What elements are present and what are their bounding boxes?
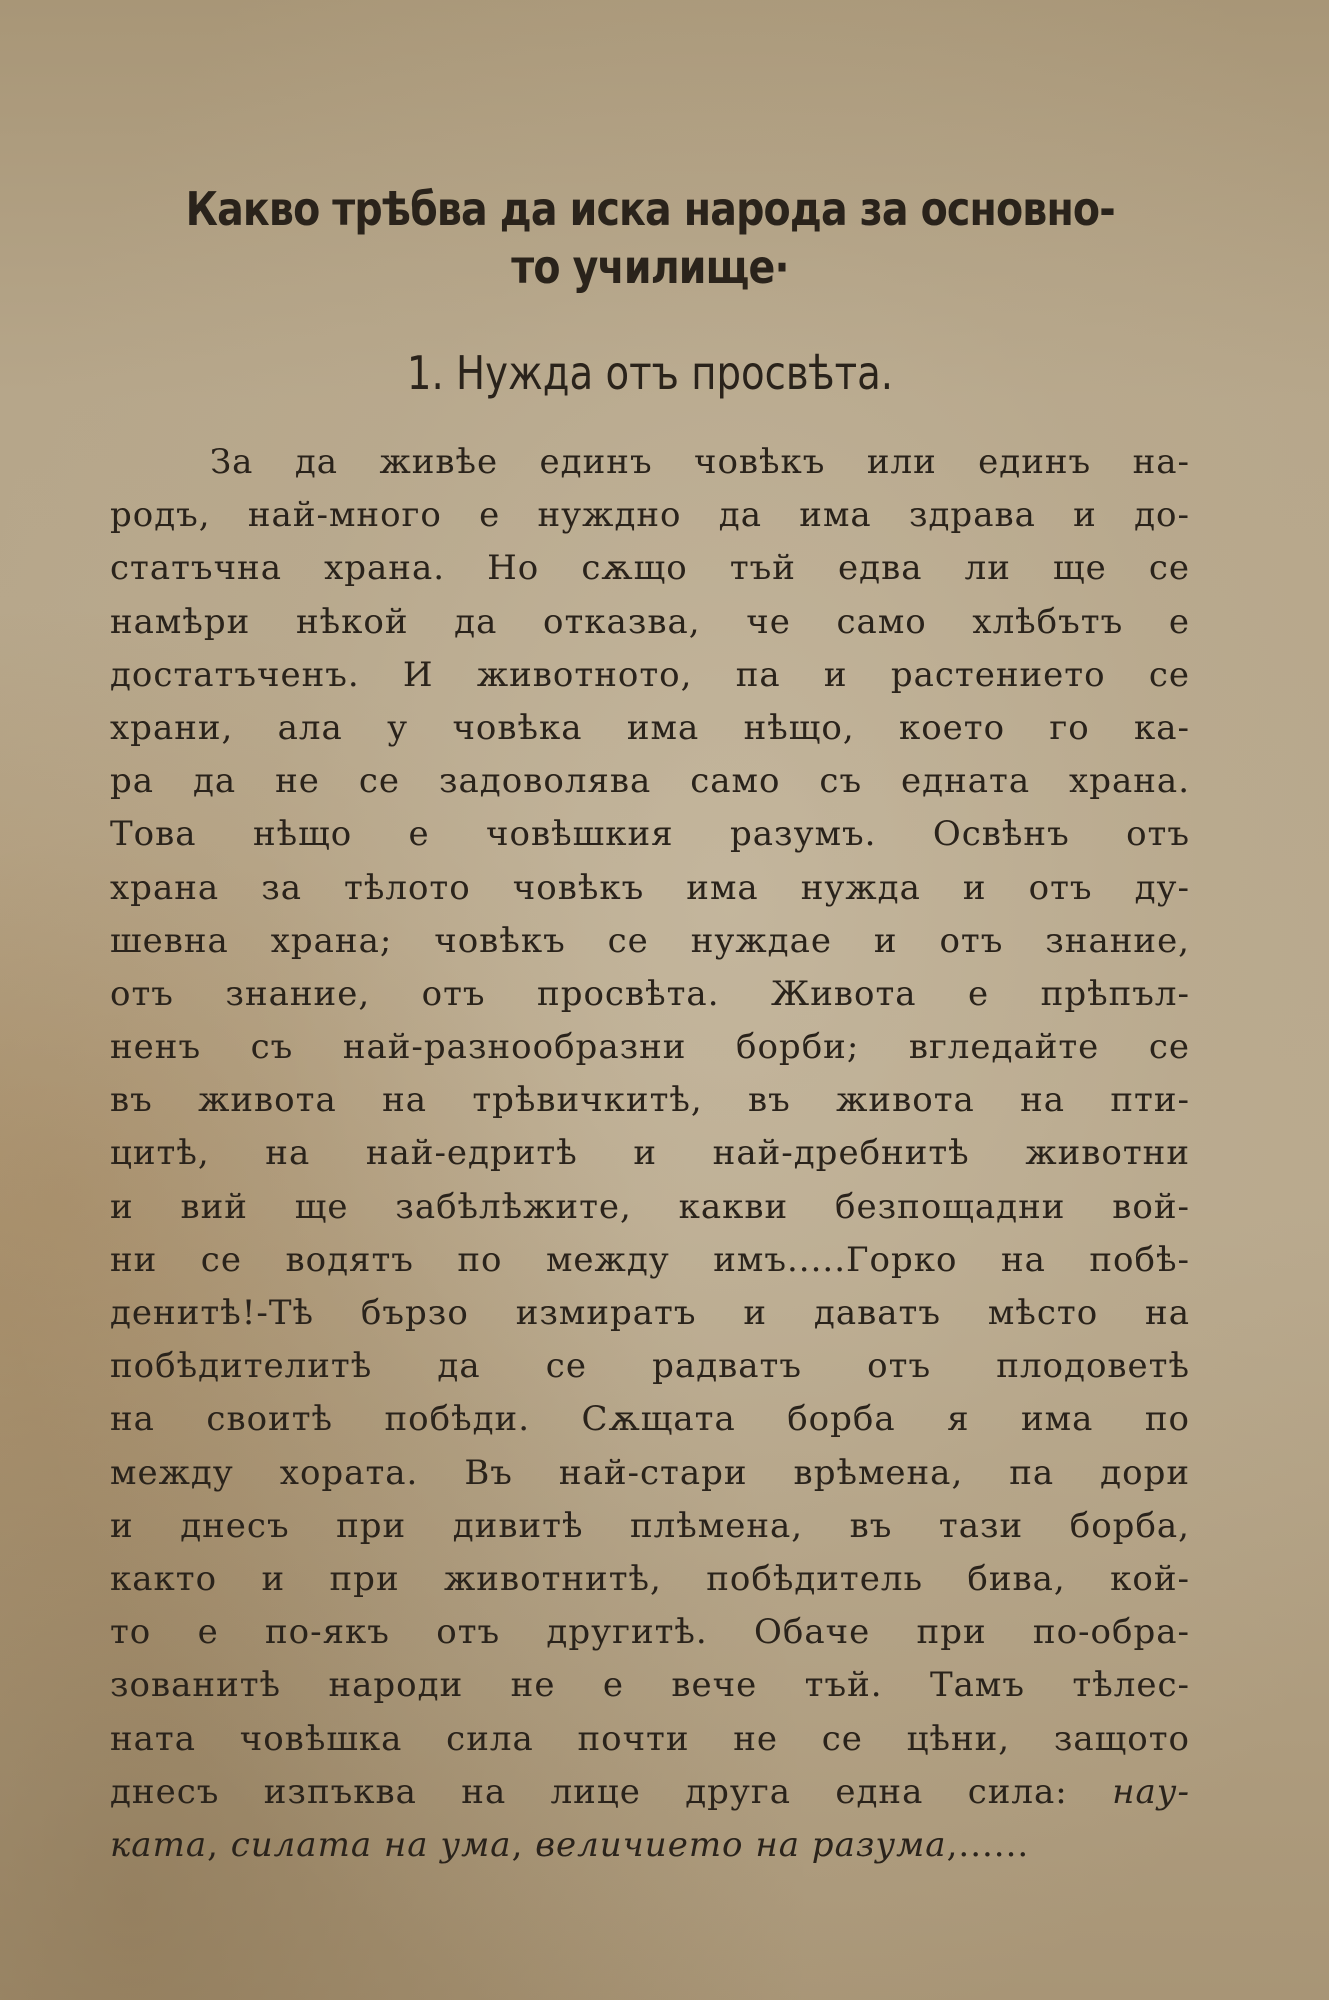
- body-line: ра да не се задоволява само съ едната храна.: [110, 761, 1190, 802]
- body-line-text: ,: [207, 1824, 231, 1865]
- body-line: храни, ала у човѣка има нѣщо, което го ка-: [110, 707, 1190, 748]
- body-line-text: днесъ изпъква на лице друга една сила:: [110, 1771, 1113, 1812]
- page-content: [110, 180, 1190, 1872]
- body-line: Това нѣщо е човѣшкия разумъ. Освѣнъ отъ: [110, 814, 1190, 855]
- body-text: [110, 436, 1190, 1872]
- body-line: между хората. Въ най-стари врѣмена, па дори: [110, 1452, 1190, 1493]
- body-line: достатъченъ. И животното, па и растението се: [110, 654, 1190, 695]
- body-line: ненъ съ най-разнообразни борби; вгледайте се: [110, 1027, 1190, 1068]
- page-title-line-2: то училище·: [511, 240, 789, 294]
- body-line: родъ, най-много е нуждно да има здрава и до-: [110, 495, 1190, 536]
- body-line: и вий ще забѣлѣжите, какви безпощадни вой-: [110, 1186, 1190, 1227]
- body-line: шевна храна; човѣкъ се нуждае и отъ знание,: [110, 920, 1190, 961]
- italic-text: силата на ума: [230, 1824, 512, 1865]
- body-line: на своитѣ побѣди. Сѫщата борба я има по: [110, 1399, 1190, 1440]
- body-line: храна за тѣлото човѣкъ има нужда и отъ ду-: [110, 867, 1190, 908]
- italic-text: ката: [110, 1824, 208, 1865]
- section-heading: 1. Нужда отъ просвѣта.: [406, 346, 894, 400]
- italic-text: нау-: [1112, 1771, 1190, 1812]
- body-line: ни се водятъ по между имъ.....Горко на побѣ-: [110, 1239, 1190, 1280]
- body-line: статъчна храна. Но сѫщо тъй едва ли ще се: [110, 548, 1190, 589]
- body-line: въ живота на трѣвичкитѣ, въ живота на пти-: [110, 1080, 1190, 1121]
- body-line-text: ,......: [946, 1824, 1030, 1865]
- body-line-text: ,: [511, 1824, 536, 1865]
- body-line: както и при животнитѣ, побѣдитель бива, кой-: [110, 1558, 1190, 1599]
- body-line: намѣри нѣкой да отказва, че само хлѣбътъ е: [110, 601, 1190, 642]
- italic-text: величието на разума: [535, 1824, 947, 1865]
- body-line: денитѣ!-Тѣ бързо измиратъ и даватъ мѣсто на: [110, 1293, 1190, 1333]
- body-line-last: [110, 1819, 1190, 1872]
- page-title-line-1: Какво трѣбва да иска народа за основно-: [185, 182, 1115, 236]
- body-line: За да живѣе единъ човѣкъ или единъ на-: [210, 442, 1190, 482]
- body-line: то е по-якъ отъ другитѣ. Обаче при по-обра-: [110, 1612, 1190, 1653]
- body-line: цитѣ, на най-едритѣ и най-дребнитѣ животни: [110, 1133, 1190, 1174]
- body-line: и днесъ при дивитѣ плѣмена, въ тази борба,: [110, 1505, 1190, 1546]
- body-line: побѣдителитѣ да се радватъ отъ плодоветѣ: [110, 1346, 1190, 1387]
- body-line: зованитѣ народи не е вече тъй. Тамъ тѣлес-: [110, 1665, 1190, 1706]
- body-line: отъ знание, отъ просвѣта. Живота е прѣпъл-: [110, 973, 1190, 1014]
- body-line: ната човѣшка сила почти не се цѣни, защото: [110, 1718, 1190, 1759]
- body-line: [110, 1766, 1190, 1819]
